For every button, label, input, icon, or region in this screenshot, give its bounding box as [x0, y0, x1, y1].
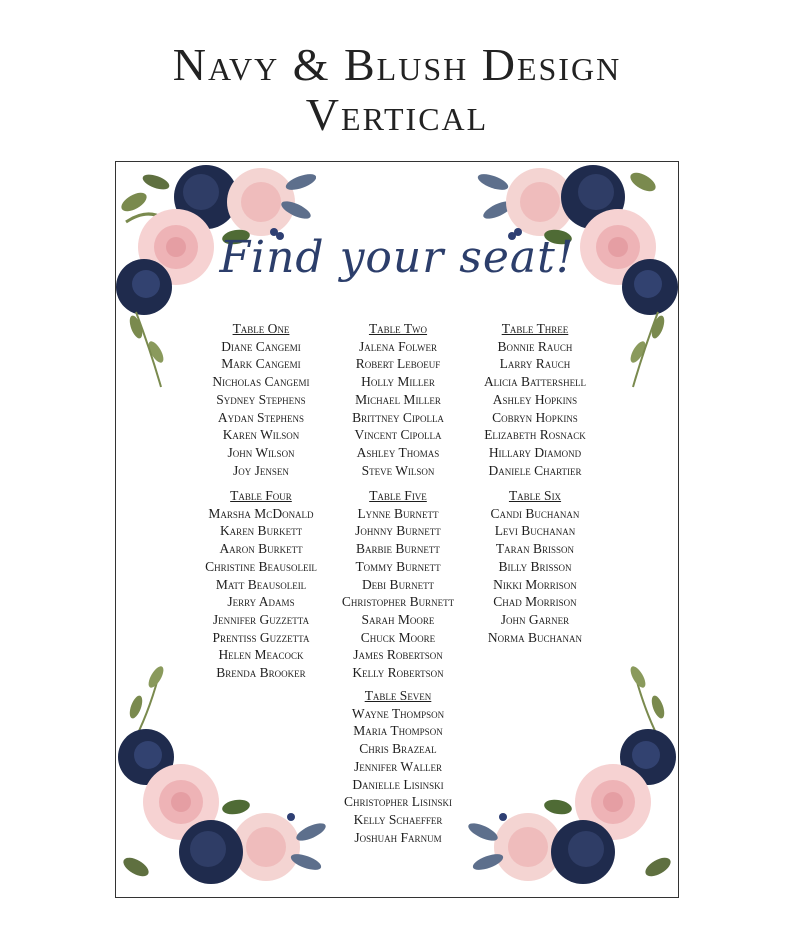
guest-name: Sydney Stephens — [216, 391, 306, 407]
guest-name: Elizabeth Rosnack — [484, 427, 586, 443]
table-title: Table Two — [368, 321, 428, 336]
guest-name: Chad Morrison — [493, 594, 577, 610]
guest-name: Jalena Folwer — [359, 338, 437, 354]
guest-name: Tommy Burnett — [355, 558, 441, 574]
table-title: Table Six — [508, 488, 562, 503]
floral-corner-bottom-left-icon — [116, 657, 331, 897]
floral-corner-bottom-right-icon — [463, 657, 678, 897]
table-title: Table Five — [369, 488, 427, 503]
guest-name: Nicholas Cangemi — [212, 374, 310, 390]
guest-name: Marsha McDonald — [208, 505, 314, 521]
guest-name: Diane Cangemi — [221, 338, 301, 354]
guest-name: Aaron Burkett — [219, 541, 303, 557]
guest-name: Bonnie Rauch — [497, 338, 573, 354]
guest-name: John Garner — [500, 611, 570, 627]
guest-name: Kelly Schaeffer — [353, 811, 443, 827]
guest-name: Holly Miller — [361, 374, 435, 390]
guest-name: Helen Meacock — [218, 647, 304, 663]
guest-name: Robert Leboeuf — [355, 356, 441, 372]
guest-name: Maria Thompson — [353, 723, 443, 739]
guest-name: Karen Burkett — [219, 523, 303, 539]
guest-name: Matt Beausoleil — [215, 576, 307, 592]
guest-name: Ashley Thomas — [356, 444, 440, 460]
guest-name: Cobryn Hopkins — [492, 409, 578, 425]
guest-name: Vincent Cipolla — [354, 427, 442, 443]
guest-name: Alicia Battershell — [483, 374, 587, 390]
guest-name: Prentiss Guzzetta — [212, 629, 310, 645]
guest-name: Sarah Moore — [361, 611, 435, 627]
guest-name: Mark Cangemi — [221, 356, 301, 372]
table-three — [445, 320, 625, 479]
guest-name: Johnny Burnett — [355, 523, 441, 539]
table-six — [445, 487, 625, 646]
guest-name: Daniele Chartier — [488, 462, 582, 478]
page-heading-line2: Vertical — [305, 89, 489, 140]
guest-name: Joy Jensen — [233, 462, 289, 478]
guest-name: Christine Beausoleil — [205, 558, 317, 574]
guest-name: Candi Buchanan — [490, 505, 580, 521]
guest-name: Christopher Lisinski — [344, 794, 452, 810]
guest-name: Hillary Diamond — [488, 444, 582, 460]
guest-name: Michael Miller — [355, 391, 441, 407]
guest-name: Barbie Burnett — [356, 541, 440, 557]
table-title: Table Seven — [364, 688, 432, 703]
guest-name: Nikki Morrison — [493, 576, 577, 592]
guest-name: Jerry Adams — [227, 594, 295, 610]
table-title: Table Four — [230, 488, 292, 503]
guest-name: James Robertson — [353, 647, 443, 663]
guest-name: Chris Brazeal — [359, 741, 437, 757]
table-title: Table One — [232, 321, 290, 336]
guest-name: Debi Burnett — [361, 576, 435, 592]
table-title: Table Three — [501, 321, 569, 336]
seating-chart-sign — [115, 161, 679, 898]
guest-name: Taran Brisson — [495, 541, 575, 557]
guest-name: Billy Brisson — [498, 558, 572, 574]
guest-name: Joshuah Farnum — [354, 829, 442, 845]
table-seven — [308, 687, 488, 846]
guest-name: Steve Wilson — [361, 462, 435, 478]
guest-name: Levi Buchanan — [494, 523, 576, 539]
guest-name: Jennifer Guzzetta — [212, 611, 310, 627]
guest-name: Brittney Cipolla — [352, 409, 444, 425]
page-heading-line1: Navy & Blush Design — [172, 39, 622, 90]
guest-name: Karen Wilson — [222, 427, 300, 443]
guest-name: Wayne Thompson — [351, 705, 445, 721]
guest-name: Danielle Lisinski — [352, 776, 444, 792]
guest-name: Jennifer Waller — [353, 758, 443, 774]
guest-name: Aydan Stephens — [217, 409, 305, 425]
guest-name: Larry Rauch — [499, 356, 571, 372]
guest-name: Ashley Hopkins — [492, 391, 578, 407]
guest-name: John Wilson — [227, 444, 295, 460]
guest-name: Chuck Moore — [360, 629, 436, 645]
guest-name: Christopher Burnett — [341, 594, 455, 610]
sign-title: Find your seat! — [219, 232, 575, 283]
guest-name: Brenda Brooker — [216, 665, 306, 681]
guest-name: Kelly Robertson — [352, 665, 444, 681]
guest-name: Norma Buchanan — [487, 629, 583, 645]
guest-name: Lynne Burnett — [357, 505, 439, 521]
